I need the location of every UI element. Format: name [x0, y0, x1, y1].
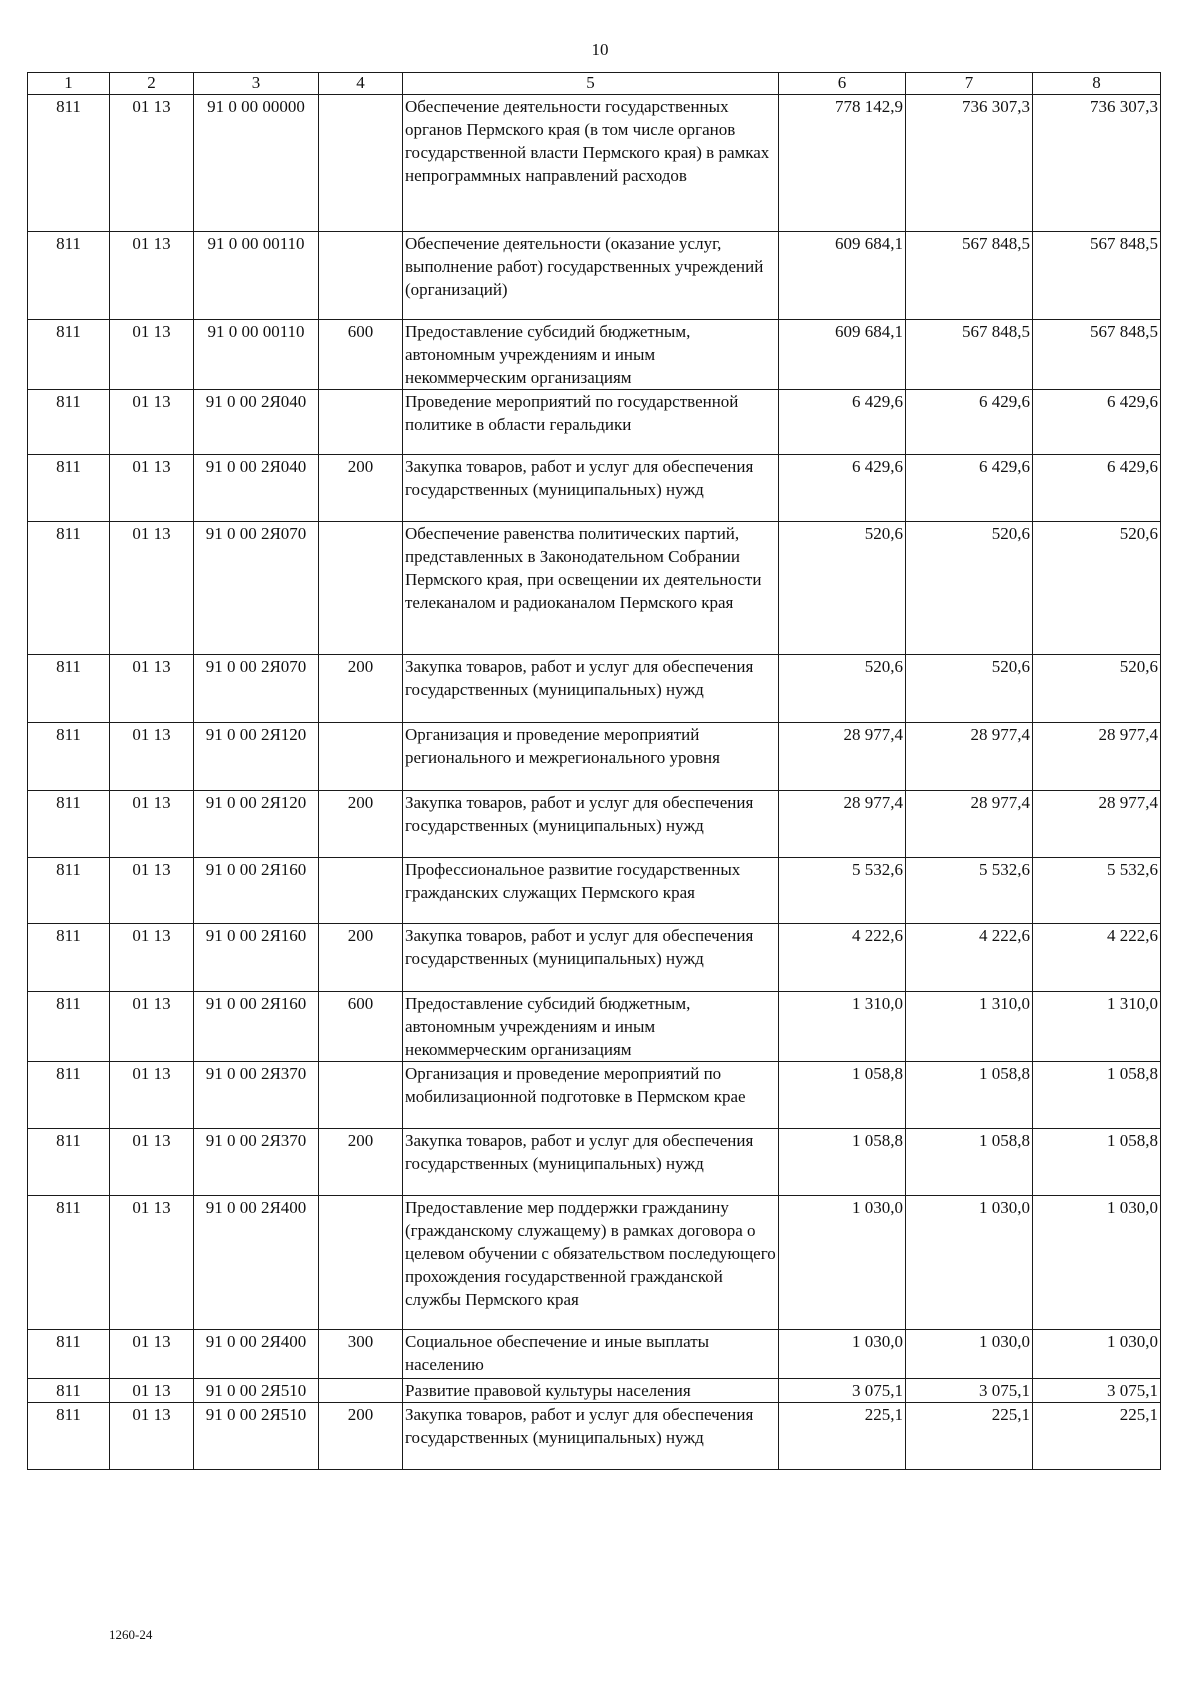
- amount-col7-cell: 1 058,8: [906, 1062, 1033, 1129]
- section-code-cell: 01 13: [110, 390, 194, 455]
- amount-col6-cell: 609 684,1: [779, 232, 906, 320]
- expense-type-cell: [319, 522, 403, 655]
- description-cell: Закупка товаров, работ и услуг для обеспечения государственных (муниципальных) нужд: [403, 924, 779, 992]
- column-header: 4: [319, 73, 403, 95]
- target-article-cell: 91 0 00 2Я160: [194, 924, 319, 992]
- description-cell: Проведение мероприятий по государственной политике в области геральдики: [403, 390, 779, 455]
- target-article-cell: 91 0 00 2Я400: [194, 1330, 319, 1379]
- expense-type-cell: 200: [319, 924, 403, 992]
- expense-type-cell: [319, 95, 403, 232]
- expense-type-cell: 200: [319, 1403, 403, 1470]
- section-code-cell: 01 13: [110, 1403, 194, 1470]
- amount-col6-cell: 1 030,0: [779, 1330, 906, 1379]
- amount-col8-cell: 28 977,4: [1033, 723, 1161, 791]
- amount-col7-cell: 1 030,0: [906, 1330, 1033, 1379]
- column-header: 1: [28, 73, 110, 95]
- expense-type-cell: 600: [319, 992, 403, 1062]
- gr-code-cell: 811: [28, 1129, 110, 1196]
- description-cell: Организация и проведение мероприятий регионального и межрегионального уровня: [403, 723, 779, 791]
- table-row: [28, 924, 1161, 992]
- amount-col6-cell: 4 222,6: [779, 924, 906, 992]
- amount-col7-cell: 1 030,0: [906, 1196, 1033, 1330]
- amount-col6-cell: 6 429,6: [779, 390, 906, 455]
- section-code-cell: 01 13: [110, 1062, 194, 1129]
- expense-type-cell: 600: [319, 320, 403, 390]
- amount-col6-cell: 609 684,1: [779, 320, 906, 390]
- target-article-cell: 91 0 00 2Я400: [194, 1196, 319, 1330]
- table-row: [28, 791, 1161, 858]
- gr-code-cell: 811: [28, 1403, 110, 1470]
- amount-col7-cell: 736 307,3: [906, 95, 1033, 232]
- section-code-cell: 01 13: [110, 232, 194, 320]
- description-cell: Развитие правовой культуры населения: [403, 1379, 779, 1403]
- description-cell: Обеспечение деятельности государственных органов Пермского края (в том числе органов государственной власти Пермского края) в рамках непрограммных направлений расходов: [403, 95, 779, 232]
- table-row: [28, 390, 1161, 455]
- amount-col7-cell: 567 848,5: [906, 232, 1033, 320]
- table-row: [28, 858, 1161, 924]
- amount-col6-cell: 5 532,6: [779, 858, 906, 924]
- amount-col8-cell: 1 030,0: [1033, 1330, 1161, 1379]
- target-article-cell: 91 0 00 2Я040: [194, 390, 319, 455]
- table-header-row: [28, 73, 1161, 95]
- section-code-cell: 01 13: [110, 791, 194, 858]
- amount-col8-cell: 3 075,1: [1033, 1379, 1161, 1403]
- target-article-cell: 91 0 00 2Я160: [194, 992, 319, 1062]
- amount-col8-cell: 28 977,4: [1033, 791, 1161, 858]
- target-article-cell: 91 0 00 2Я160: [194, 858, 319, 924]
- amount-col8-cell: 567 848,5: [1033, 320, 1161, 390]
- budget-table: [27, 72, 1161, 1470]
- description-cell: Социальное обеспечение и иные выплаты населению: [403, 1330, 779, 1379]
- description-cell: Обеспечение равенства политических партий, представленных в Законодательном Собрании Пермского края, при освещении их деятельности телеканалом и радиоканалом Пермского края: [403, 522, 779, 655]
- gr-code-cell: 811: [28, 791, 110, 858]
- amount-col8-cell: 1 030,0: [1033, 1196, 1161, 1330]
- table-row: [28, 1379, 1161, 1403]
- section-code-cell: 01 13: [110, 455, 194, 522]
- gr-code-cell: 811: [28, 232, 110, 320]
- amount-col6-cell: 520,6: [779, 655, 906, 723]
- table-row: [28, 95, 1161, 232]
- description-cell: Профессиональное развитие государственных гражданских служащих Пермского края: [403, 858, 779, 924]
- gr-code-cell: 811: [28, 858, 110, 924]
- gr-code-cell: 811: [28, 390, 110, 455]
- table-row: [28, 655, 1161, 723]
- amount-col7-cell: 520,6: [906, 655, 1033, 723]
- table-body: [28, 95, 1161, 1470]
- target-article-cell: 91 0 00 2Я070: [194, 522, 319, 655]
- description-cell: Закупка товаров, работ и услуг для обеспечения государственных (муниципальных) нужд: [403, 1403, 779, 1470]
- section-code-cell: 01 13: [110, 858, 194, 924]
- expense-type-cell: 300: [319, 1330, 403, 1379]
- expense-type-cell: 200: [319, 655, 403, 723]
- expense-type-cell: [319, 390, 403, 455]
- column-header: 7: [906, 73, 1033, 95]
- table-row: [28, 522, 1161, 655]
- amount-col7-cell: 3 075,1: [906, 1379, 1033, 1403]
- target-article-cell: 91 0 00 00000: [194, 95, 319, 232]
- amount-col6-cell: 1 030,0: [779, 1196, 906, 1330]
- amount-col6-cell: 1 310,0: [779, 992, 906, 1062]
- section-code-cell: 01 13: [110, 1196, 194, 1330]
- amount-col7-cell: 520,6: [906, 522, 1033, 655]
- table-row: [28, 992, 1161, 1062]
- description-cell: Предоставление мер поддержки гражданину (гражданскому служащему) в рамках договора о целевом обучении с обязательством последующего прохождения государственной гражданской службы Пермского края: [403, 1196, 779, 1330]
- expense-type-cell: [319, 232, 403, 320]
- amount-col6-cell: 225,1: [779, 1403, 906, 1470]
- section-code-cell: 01 13: [110, 992, 194, 1062]
- expense-type-cell: [319, 1196, 403, 1330]
- amount-col6-cell: 28 977,4: [779, 723, 906, 791]
- amount-col8-cell: 5 532,6: [1033, 858, 1161, 924]
- amount-col7-cell: 567 848,5: [906, 320, 1033, 390]
- gr-code-cell: 811: [28, 522, 110, 655]
- table-row: [28, 455, 1161, 522]
- table-row: [28, 320, 1161, 390]
- column-header: 5: [403, 73, 779, 95]
- expense-type-cell: [319, 1062, 403, 1129]
- gr-code-cell: 811: [28, 1379, 110, 1403]
- target-article-cell: 91 0 00 2Я510: [194, 1403, 319, 1470]
- table-row: [28, 1196, 1161, 1330]
- section-code-cell: 01 13: [110, 522, 194, 655]
- gr-code-cell: 811: [28, 1062, 110, 1129]
- description-cell: Закупка товаров, работ и услуг для обеспечения государственных (муниципальных) нужд: [403, 655, 779, 723]
- gr-code-cell: 811: [28, 95, 110, 232]
- amount-col7-cell: 28 977,4: [906, 723, 1033, 791]
- table-row: [28, 1403, 1161, 1470]
- target-article-cell: 91 0 00 2Я370: [194, 1062, 319, 1129]
- description-cell: Обеспечение деятельности (оказание услуг, выполнение работ) государственных учреждений (организаций): [403, 232, 779, 320]
- amount-col8-cell: 1 058,8: [1033, 1062, 1161, 1129]
- section-code-cell: 01 13: [110, 924, 194, 992]
- column-header: 6: [779, 73, 906, 95]
- gr-code-cell: 811: [28, 924, 110, 992]
- section-code-cell: 01 13: [110, 320, 194, 390]
- amount-col8-cell: 520,6: [1033, 655, 1161, 723]
- amount-col8-cell: 4 222,6: [1033, 924, 1161, 992]
- section-code-cell: 01 13: [110, 1129, 194, 1196]
- gr-code-cell: 811: [28, 455, 110, 522]
- section-code-cell: 01 13: [110, 723, 194, 791]
- amount-col8-cell: 6 429,6: [1033, 390, 1161, 455]
- gr-code-cell: 811: [28, 1196, 110, 1330]
- expense-type-cell: 200: [319, 1129, 403, 1196]
- amount-col7-cell: 28 977,4: [906, 791, 1033, 858]
- table-row: [28, 1330, 1161, 1379]
- section-code-cell: 01 13: [110, 1379, 194, 1403]
- column-header: 2: [110, 73, 194, 95]
- gr-code-cell: 811: [28, 655, 110, 723]
- amount-col8-cell: 736 307,3: [1033, 95, 1161, 232]
- gr-code-cell: 811: [28, 992, 110, 1062]
- table-row: [28, 1062, 1161, 1129]
- expense-type-cell: [319, 723, 403, 791]
- description-cell: Закупка товаров, работ и услуг для обеспечения государственных (муниципальных) нужд: [403, 1129, 779, 1196]
- target-article-cell: 91 0 00 2Я120: [194, 791, 319, 858]
- amount-col7-cell: 4 222,6: [906, 924, 1033, 992]
- amount-col6-cell: 1 058,8: [779, 1129, 906, 1196]
- amount-col8-cell: 520,6: [1033, 522, 1161, 655]
- description-cell: Закупка товаров, работ и услуг для обеспечения государственных (муниципальных) нужд: [403, 455, 779, 522]
- page-number: 10: [591, 40, 609, 59]
- amount-col7-cell: 1 310,0: [906, 992, 1033, 1062]
- table-row: [28, 232, 1161, 320]
- target-article-cell: 91 0 00 00110: [194, 320, 319, 390]
- target-article-cell: 91 0 00 2Я120: [194, 723, 319, 791]
- amount-col8-cell: 225,1: [1033, 1403, 1161, 1470]
- gr-code-cell: 811: [28, 320, 110, 390]
- amount-col8-cell: 6 429,6: [1033, 455, 1161, 522]
- column-header: 3: [194, 73, 319, 95]
- amount-col7-cell: 1 058,8: [906, 1129, 1033, 1196]
- amount-col8-cell: 1 058,8: [1033, 1129, 1161, 1196]
- amount-col6-cell: 778 142,9: [779, 95, 906, 232]
- amount-col8-cell: 567 848,5: [1033, 232, 1161, 320]
- gr-code-cell: 811: [28, 1330, 110, 1379]
- description-cell: Предоставление субсидий бюджетным, автономным учреждениям и иным некоммерческим организациям: [403, 992, 779, 1062]
- amount-col7-cell: 6 429,6: [906, 455, 1033, 522]
- target-article-cell: 91 0 00 2Я040: [194, 455, 319, 522]
- target-article-cell: 91 0 00 00110: [194, 232, 319, 320]
- section-code-cell: 01 13: [110, 1330, 194, 1379]
- amount-col6-cell: 28 977,4: [779, 791, 906, 858]
- description-cell: Организация и проведение мероприятий по мобилизационной подготовке в Пермском крае: [403, 1062, 779, 1129]
- description-cell: Закупка товаров, работ и услуг для обеспечения государственных (муниципальных) нужд: [403, 791, 779, 858]
- target-article-cell: 91 0 00 2Я510: [194, 1379, 319, 1403]
- gr-code-cell: 811: [28, 723, 110, 791]
- section-code-cell: 01 13: [110, 95, 194, 232]
- expense-type-cell: 200: [319, 791, 403, 858]
- section-code-cell: 01 13: [110, 655, 194, 723]
- document-code: 1260-24: [109, 1627, 153, 1642]
- amount-col7-cell: 6 429,6: [906, 390, 1033, 455]
- column-header: 8: [1033, 73, 1161, 95]
- amount-col7-cell: 5 532,6: [906, 858, 1033, 924]
- expense-type-cell: [319, 1379, 403, 1403]
- target-article-cell: 91 0 00 2Я070: [194, 655, 319, 723]
- expense-type-cell: 200: [319, 455, 403, 522]
- amount-col6-cell: 520,6: [779, 522, 906, 655]
- table-row: [28, 1129, 1161, 1196]
- table-row: [28, 723, 1161, 791]
- expense-type-cell: [319, 858, 403, 924]
- amount-col7-cell: 225,1: [906, 1403, 1033, 1470]
- amount-col6-cell: 1 058,8: [779, 1062, 906, 1129]
- amount-col8-cell: 1 310,0: [1033, 992, 1161, 1062]
- amount-col6-cell: 6 429,6: [779, 455, 906, 522]
- description-cell: Предоставление субсидий бюджетным, автономным учреждениям и иным некоммерческим организациям: [403, 320, 779, 390]
- target-article-cell: 91 0 00 2Я370: [194, 1129, 319, 1196]
- amount-col6-cell: 3 075,1: [779, 1379, 906, 1403]
